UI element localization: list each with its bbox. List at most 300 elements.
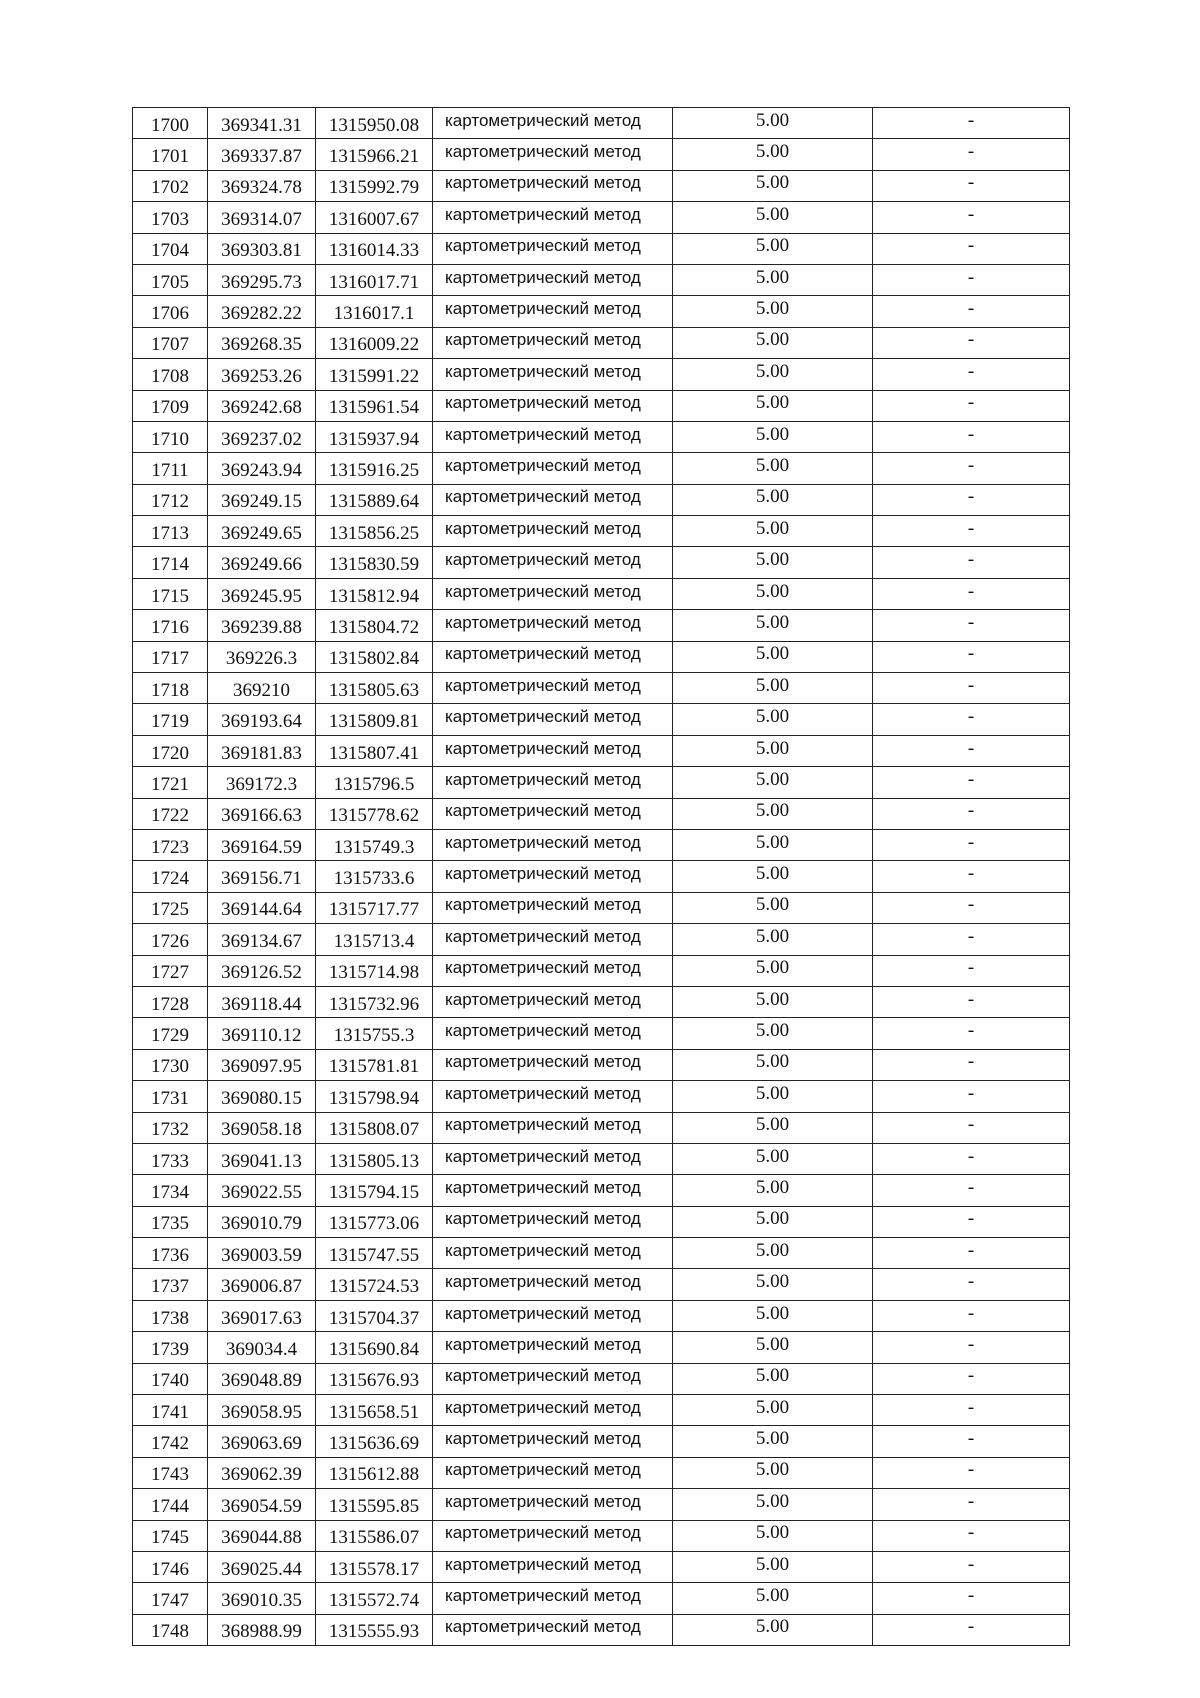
cell-method — [433, 1363, 673, 1394]
cell-x-coordinate — [208, 233, 316, 264]
cell-point-number — [133, 1300, 208, 1331]
point-number-value: 1718 — [151, 679, 189, 701]
method-value: картометрический метод — [445, 518, 641, 538]
accuracy-value: 5.00 — [755, 1396, 790, 1418]
cell-accuracy — [673, 578, 873, 609]
y-coordinate-value: 1315578.17 — [328, 1558, 420, 1580]
cell-x-coordinate — [208, 170, 316, 201]
cell-y-coordinate — [316, 516, 433, 547]
point-number-value: 1707 — [151, 334, 189, 356]
method-value: картометрический метод — [445, 1617, 641, 1637]
cell-accuracy — [673, 610, 873, 641]
point-number-value: 1736 — [151, 1244, 189, 1266]
cell-x-coordinate — [208, 798, 316, 829]
table-row — [133, 1583, 1070, 1614]
point-number-value: 1737 — [151, 1276, 189, 1298]
cell-method — [433, 1238, 673, 1269]
cell-point-number — [133, 578, 208, 609]
cell-point-number — [133, 1457, 208, 1488]
point-number-value: 1734 — [151, 1181, 189, 1203]
point-number-value: 1710 — [151, 428, 189, 450]
cell-accuracy — [673, 421, 873, 452]
accuracy-value: 5.00 — [755, 1271, 790, 1293]
point-number-value: 1735 — [151, 1213, 189, 1235]
description-value: - — [967, 957, 975, 979]
cell-description — [873, 1238, 1070, 1269]
cell-accuracy — [673, 986, 873, 1017]
cell-point-number — [133, 610, 208, 641]
description-value: - — [967, 1553, 975, 1575]
description-value: - — [967, 360, 975, 382]
description-value: - — [967, 580, 975, 602]
table-row — [133, 516, 1070, 547]
x-coordinate-value: 369062.39 — [221, 1464, 302, 1486]
point-number-value: 1724 — [151, 868, 189, 890]
cell-accuracy — [673, 1175, 873, 1206]
cell-description — [873, 421, 1070, 452]
y-coordinate-value: 1315555.93 — [328, 1621, 420, 1643]
point-number-value: 1748 — [151, 1621, 189, 1643]
cell-method — [433, 1583, 673, 1614]
description-value: - — [967, 1239, 975, 1261]
cell-point-number — [133, 735, 208, 766]
accuracy-value: 5.00 — [755, 172, 790, 194]
cell-y-coordinate — [316, 924, 433, 955]
cell-x-coordinate — [208, 1363, 316, 1394]
cell-method — [433, 484, 673, 515]
method-value: картометрический метод — [445, 1240, 641, 1260]
accuracy-value: 5.00 — [755, 611, 790, 633]
x-coordinate-value: 369237.02 — [221, 428, 302, 450]
table-row — [133, 892, 1070, 923]
cell-method — [433, 829, 673, 860]
cell-y-coordinate — [316, 1332, 433, 1363]
cell-point-number — [133, 1175, 208, 1206]
x-coordinate-value: 369034.4 — [225, 1338, 298, 1360]
cell-y-coordinate — [316, 1206, 433, 1237]
y-coordinate-value: 1315713.4 — [333, 930, 415, 952]
cell-accuracy — [673, 1395, 873, 1426]
cell-point-number — [133, 1018, 208, 1049]
cell-method — [433, 1081, 673, 1112]
description-value: - — [967, 1208, 975, 1230]
cell-x-coordinate — [208, 1332, 316, 1363]
y-coordinate-value: 1315747.55 — [328, 1244, 420, 1266]
method-value: картометрический метод — [445, 361, 641, 381]
cell-accuracy — [673, 1269, 873, 1300]
cell-description — [873, 578, 1070, 609]
cell-method — [433, 547, 673, 578]
point-number-value: 1743 — [151, 1464, 189, 1486]
method-value: картометрический метод — [445, 1303, 641, 1323]
cell-method — [433, 1018, 673, 1049]
cell-x-coordinate — [208, 1614, 316, 1645]
y-coordinate-value: 1315755.3 — [333, 1025, 415, 1047]
description-value: - — [967, 1396, 975, 1418]
y-coordinate-value: 1315950.08 — [328, 114, 420, 136]
table-row — [133, 296, 1070, 327]
x-coordinate-value: 369156.71 — [221, 868, 302, 890]
cell-description — [873, 202, 1070, 233]
description-value: - — [967, 925, 975, 947]
point-number-value: 1723 — [151, 836, 189, 858]
y-coordinate-value: 1315804.72 — [328, 616, 420, 638]
cell-accuracy — [673, 1489, 873, 1520]
y-coordinate-value: 1316017.1 — [333, 303, 415, 325]
y-coordinate-value: 1315856.25 — [328, 522, 420, 544]
y-coordinate-value: 1315794.15 — [328, 1181, 420, 1203]
cell-description — [873, 170, 1070, 201]
x-coordinate-value: 369134.67 — [221, 930, 302, 952]
cell-x-coordinate — [208, 1426, 316, 1457]
point-number-value: 1722 — [151, 805, 189, 827]
y-coordinate-value: 1315572.74 — [328, 1590, 420, 1612]
y-coordinate-value: 1315717.77 — [328, 899, 420, 921]
table-row — [133, 641, 1070, 672]
cell-x-coordinate — [208, 296, 316, 327]
cell-method — [433, 1520, 673, 1551]
accuracy-value: 5.00 — [755, 1459, 790, 1481]
accuracy-value: 5.00 — [755, 235, 790, 257]
table-row — [133, 955, 1070, 986]
table-row — [133, 327, 1070, 358]
accuracy-value: 5.00 — [755, 957, 790, 979]
cell-x-coordinate — [208, 892, 316, 923]
cell-method — [433, 390, 673, 421]
method-value: картометрический метод — [445, 1491, 641, 1511]
cell-y-coordinate — [316, 798, 433, 829]
cell-description — [873, 861, 1070, 892]
cell-accuracy — [673, 1614, 873, 1645]
cell-y-coordinate — [316, 1300, 433, 1331]
method-value: картометрический метод — [445, 738, 641, 758]
cell-accuracy — [673, 1238, 873, 1269]
description-value: - — [967, 1145, 975, 1167]
x-coordinate-value: 369295.73 — [221, 271, 302, 293]
cell-x-coordinate — [208, 390, 316, 421]
cell-point-number — [133, 704, 208, 735]
cell-method — [433, 986, 673, 1017]
cell-x-coordinate — [208, 673, 316, 704]
point-number-value: 1711 — [151, 459, 189, 481]
y-coordinate-value: 1315889.64 — [328, 491, 420, 513]
x-coordinate-value: 369193.64 — [221, 711, 302, 733]
cell-y-coordinate — [316, 1551, 433, 1582]
cell-description — [873, 735, 1070, 766]
point-number-value: 1716 — [151, 616, 189, 638]
point-number-value: 1746 — [151, 1558, 189, 1580]
cell-description — [873, 1426, 1070, 1457]
accuracy-value: 5.00 — [755, 203, 790, 225]
accuracy-value: 5.00 — [755, 925, 790, 947]
y-coordinate-value: 1315595.85 — [328, 1495, 420, 1517]
accuracy-value: 5.00 — [755, 329, 790, 351]
cell-y-coordinate — [316, 170, 433, 201]
cell-x-coordinate — [208, 1520, 316, 1551]
table-row — [133, 1426, 1070, 1457]
cell-y-coordinate — [316, 202, 433, 233]
method-value: картометрический метод — [445, 550, 641, 570]
cell-y-coordinate — [316, 986, 433, 1017]
cell-y-coordinate — [316, 1395, 433, 1426]
cell-description — [873, 1489, 1070, 1520]
cell-point-number — [133, 1426, 208, 1457]
cell-description — [873, 547, 1070, 578]
table-row — [133, 202, 1070, 233]
table-row — [133, 735, 1070, 766]
point-number-value: 1708 — [151, 365, 189, 387]
x-coordinate-value: 369118.44 — [221, 993, 302, 1015]
cell-y-coordinate — [316, 829, 433, 860]
method-value: картометрический метод — [445, 581, 641, 601]
cell-accuracy — [673, 1018, 873, 1049]
cell-description — [873, 1175, 1070, 1206]
x-coordinate-value: 369058.18 — [221, 1119, 302, 1141]
accuracy-value: 5.00 — [755, 706, 790, 728]
cell-point-number — [133, 1395, 208, 1426]
x-coordinate-value: 369337.87 — [221, 146, 302, 168]
cell-x-coordinate — [208, 421, 316, 452]
cell-point-number — [133, 1143, 208, 1174]
cell-accuracy — [673, 1049, 873, 1080]
cell-y-coordinate — [316, 1457, 433, 1488]
cell-accuracy — [673, 547, 873, 578]
cell-y-coordinate — [316, 767, 433, 798]
cell-x-coordinate — [208, 829, 316, 860]
cell-method — [433, 202, 673, 233]
cell-y-coordinate — [316, 359, 433, 390]
cell-x-coordinate — [208, 1300, 316, 1331]
cell-x-coordinate — [208, 735, 316, 766]
cell-point-number — [133, 421, 208, 452]
cell-description — [873, 1551, 1070, 1582]
cell-accuracy — [673, 924, 873, 955]
x-coordinate-value: 369097.95 — [221, 1056, 302, 1078]
accuracy-value: 5.00 — [755, 800, 790, 822]
description-value: - — [967, 894, 975, 916]
accuracy-value: 5.00 — [755, 643, 790, 665]
cell-method — [433, 1395, 673, 1426]
cell-description — [873, 1112, 1070, 1143]
method-value: картометрический метод — [445, 299, 641, 319]
cell-x-coordinate — [208, 516, 316, 547]
cell-method — [433, 1300, 673, 1331]
accuracy-value: 5.00 — [755, 580, 790, 602]
cell-accuracy — [673, 516, 873, 547]
y-coordinate-value: 1315612.88 — [328, 1464, 420, 1486]
table-row — [133, 1300, 1070, 1331]
cell-x-coordinate — [208, 1238, 316, 1269]
y-coordinate-value: 1315937.94 — [328, 428, 420, 450]
cell-accuracy — [673, 641, 873, 672]
table-row — [133, 1551, 1070, 1582]
cell-description — [873, 516, 1070, 547]
method-value: картометрический метод — [445, 173, 641, 193]
cell-description — [873, 1081, 1070, 1112]
table-row — [133, 1081, 1070, 1112]
table-row — [133, 673, 1070, 704]
cell-accuracy — [673, 1112, 873, 1143]
table-row — [133, 1049, 1070, 1080]
y-coordinate-value: 1315773.06 — [328, 1213, 420, 1235]
cell-y-coordinate — [316, 484, 433, 515]
description-value: - — [967, 1616, 975, 1638]
cell-accuracy — [673, 1300, 873, 1331]
cell-y-coordinate — [316, 1489, 433, 1520]
point-number-value: 1714 — [151, 554, 189, 576]
x-coordinate-value: 369324.78 — [221, 177, 302, 199]
point-number-value: 1727 — [151, 962, 189, 984]
cell-y-coordinate — [316, 264, 433, 295]
method-value: картометрический метод — [445, 1554, 641, 1574]
method-value: картометрический метод — [445, 1083, 641, 1103]
cell-y-coordinate — [316, 139, 433, 170]
x-coordinate-value: 369003.59 — [221, 1244, 302, 1266]
accuracy-value: 5.00 — [755, 1145, 790, 1167]
cell-method — [433, 264, 673, 295]
y-coordinate-value: 1315798.94 — [328, 1087, 420, 1109]
cell-accuracy — [673, 829, 873, 860]
cell-description — [873, 1143, 1070, 1174]
cell-accuracy — [673, 264, 873, 295]
description-value: - — [967, 1271, 975, 1293]
table-row — [133, 610, 1070, 641]
cell-x-coordinate — [208, 861, 316, 892]
cell-description — [873, 108, 1070, 139]
table-row — [133, 390, 1070, 421]
accuracy-value: 5.00 — [755, 1114, 790, 1136]
cell-x-coordinate — [208, 108, 316, 139]
point-number-value: 1733 — [151, 1150, 189, 1172]
cell-method — [433, 170, 673, 201]
cell-x-coordinate — [208, 986, 316, 1017]
cell-point-number — [133, 453, 208, 484]
description-value: - — [967, 1302, 975, 1324]
cell-x-coordinate — [208, 767, 316, 798]
cell-accuracy — [673, 170, 873, 201]
cell-description — [873, 798, 1070, 829]
y-coordinate-value: 1315704.37 — [328, 1307, 420, 1329]
table-row — [133, 453, 1070, 484]
cell-y-coordinate — [316, 390, 433, 421]
method-value: картометрический метод — [445, 1052, 641, 1072]
cell-y-coordinate — [316, 735, 433, 766]
table-row — [133, 1112, 1070, 1143]
cell-method — [433, 1269, 673, 1300]
y-coordinate-value: 1315658.51 — [328, 1401, 420, 1423]
table-row — [133, 1363, 1070, 1394]
x-coordinate-value: 369226.3 — [225, 648, 298, 670]
table-row — [133, 1457, 1070, 1488]
y-coordinate-value: 1315991.22 — [328, 365, 420, 387]
method-value: картометрический метод — [445, 1021, 641, 1041]
cell-point-number — [133, 264, 208, 295]
accuracy-value: 5.00 — [755, 1176, 790, 1198]
cell-x-coordinate — [208, 924, 316, 955]
cell-x-coordinate — [208, 1551, 316, 1582]
description-value: - — [967, 235, 975, 257]
cell-description — [873, 673, 1070, 704]
cell-method — [433, 1457, 673, 1488]
cell-x-coordinate — [208, 1018, 316, 1049]
y-coordinate-value: 1315966.21 — [328, 146, 420, 168]
method-value: картометрический метод — [445, 769, 641, 789]
description-value: - — [967, 423, 975, 445]
description-value: - — [967, 266, 975, 288]
cell-method — [433, 673, 673, 704]
cell-accuracy — [673, 1363, 873, 1394]
table-row — [133, 798, 1070, 829]
cell-method — [433, 359, 673, 390]
table-row — [133, 170, 1070, 201]
cell-description — [873, 1206, 1070, 1237]
cell-accuracy — [673, 453, 873, 484]
point-number-value: 1732 — [151, 1119, 189, 1141]
cell-x-coordinate — [208, 1143, 316, 1174]
cell-method — [433, 924, 673, 955]
description-value: - — [967, 674, 975, 696]
description-value: - — [967, 172, 975, 194]
y-coordinate-value: 1315676.93 — [328, 1370, 420, 1392]
point-number-value: 1719 — [151, 711, 189, 733]
description-value: - — [967, 1051, 975, 1073]
method-value: картометрический метод — [445, 1177, 641, 1197]
cell-description — [873, 327, 1070, 358]
coordinates-table — [132, 107, 1070, 1646]
cell-method — [433, 108, 673, 139]
cell-point-number — [133, 1332, 208, 1363]
method-value: картометрический метод — [445, 926, 641, 946]
cell-x-coordinate — [208, 704, 316, 735]
cell-description — [873, 1332, 1070, 1363]
cell-x-coordinate — [208, 202, 316, 233]
cell-x-coordinate — [208, 1175, 316, 1206]
accuracy-value: 5.00 — [755, 1490, 790, 1512]
method-value: картометрический метод — [445, 895, 641, 915]
y-coordinate-value: 1315807.41 — [328, 742, 420, 764]
method-value: картометрический метод — [445, 142, 641, 162]
method-value: картометрический метод — [445, 204, 641, 224]
cell-method — [433, 1049, 673, 1080]
cell-point-number — [133, 1081, 208, 1112]
cell-point-number — [133, 296, 208, 327]
description-value: - — [967, 1585, 975, 1607]
description-value: - — [967, 141, 975, 163]
method-value: картометрический метод — [445, 612, 641, 632]
cell-y-coordinate — [316, 641, 433, 672]
cell-method — [433, 955, 673, 986]
cell-point-number — [133, 139, 208, 170]
cell-method — [433, 735, 673, 766]
method-value: картометрический метод — [445, 958, 641, 978]
method-value: картометрический метод — [445, 1366, 641, 1386]
x-coordinate-value: 369063.69 — [221, 1433, 302, 1455]
cell-method — [433, 1206, 673, 1237]
x-coordinate-value: 369080.15 — [221, 1087, 302, 1109]
cell-x-coordinate — [208, 610, 316, 641]
x-coordinate-value: 369144.64 — [221, 899, 302, 921]
cell-x-coordinate — [208, 641, 316, 672]
cell-point-number — [133, 798, 208, 829]
method-value: картометрический метод — [445, 393, 641, 413]
cell-point-number — [133, 516, 208, 547]
cell-accuracy — [673, 1081, 873, 1112]
cell-y-coordinate — [316, 1081, 433, 1112]
method-value: картометрический метод — [445, 330, 641, 350]
cell-point-number — [133, 108, 208, 139]
point-number-value: 1739 — [151, 1338, 189, 1360]
y-coordinate-value: 1315830.59 — [328, 554, 420, 576]
